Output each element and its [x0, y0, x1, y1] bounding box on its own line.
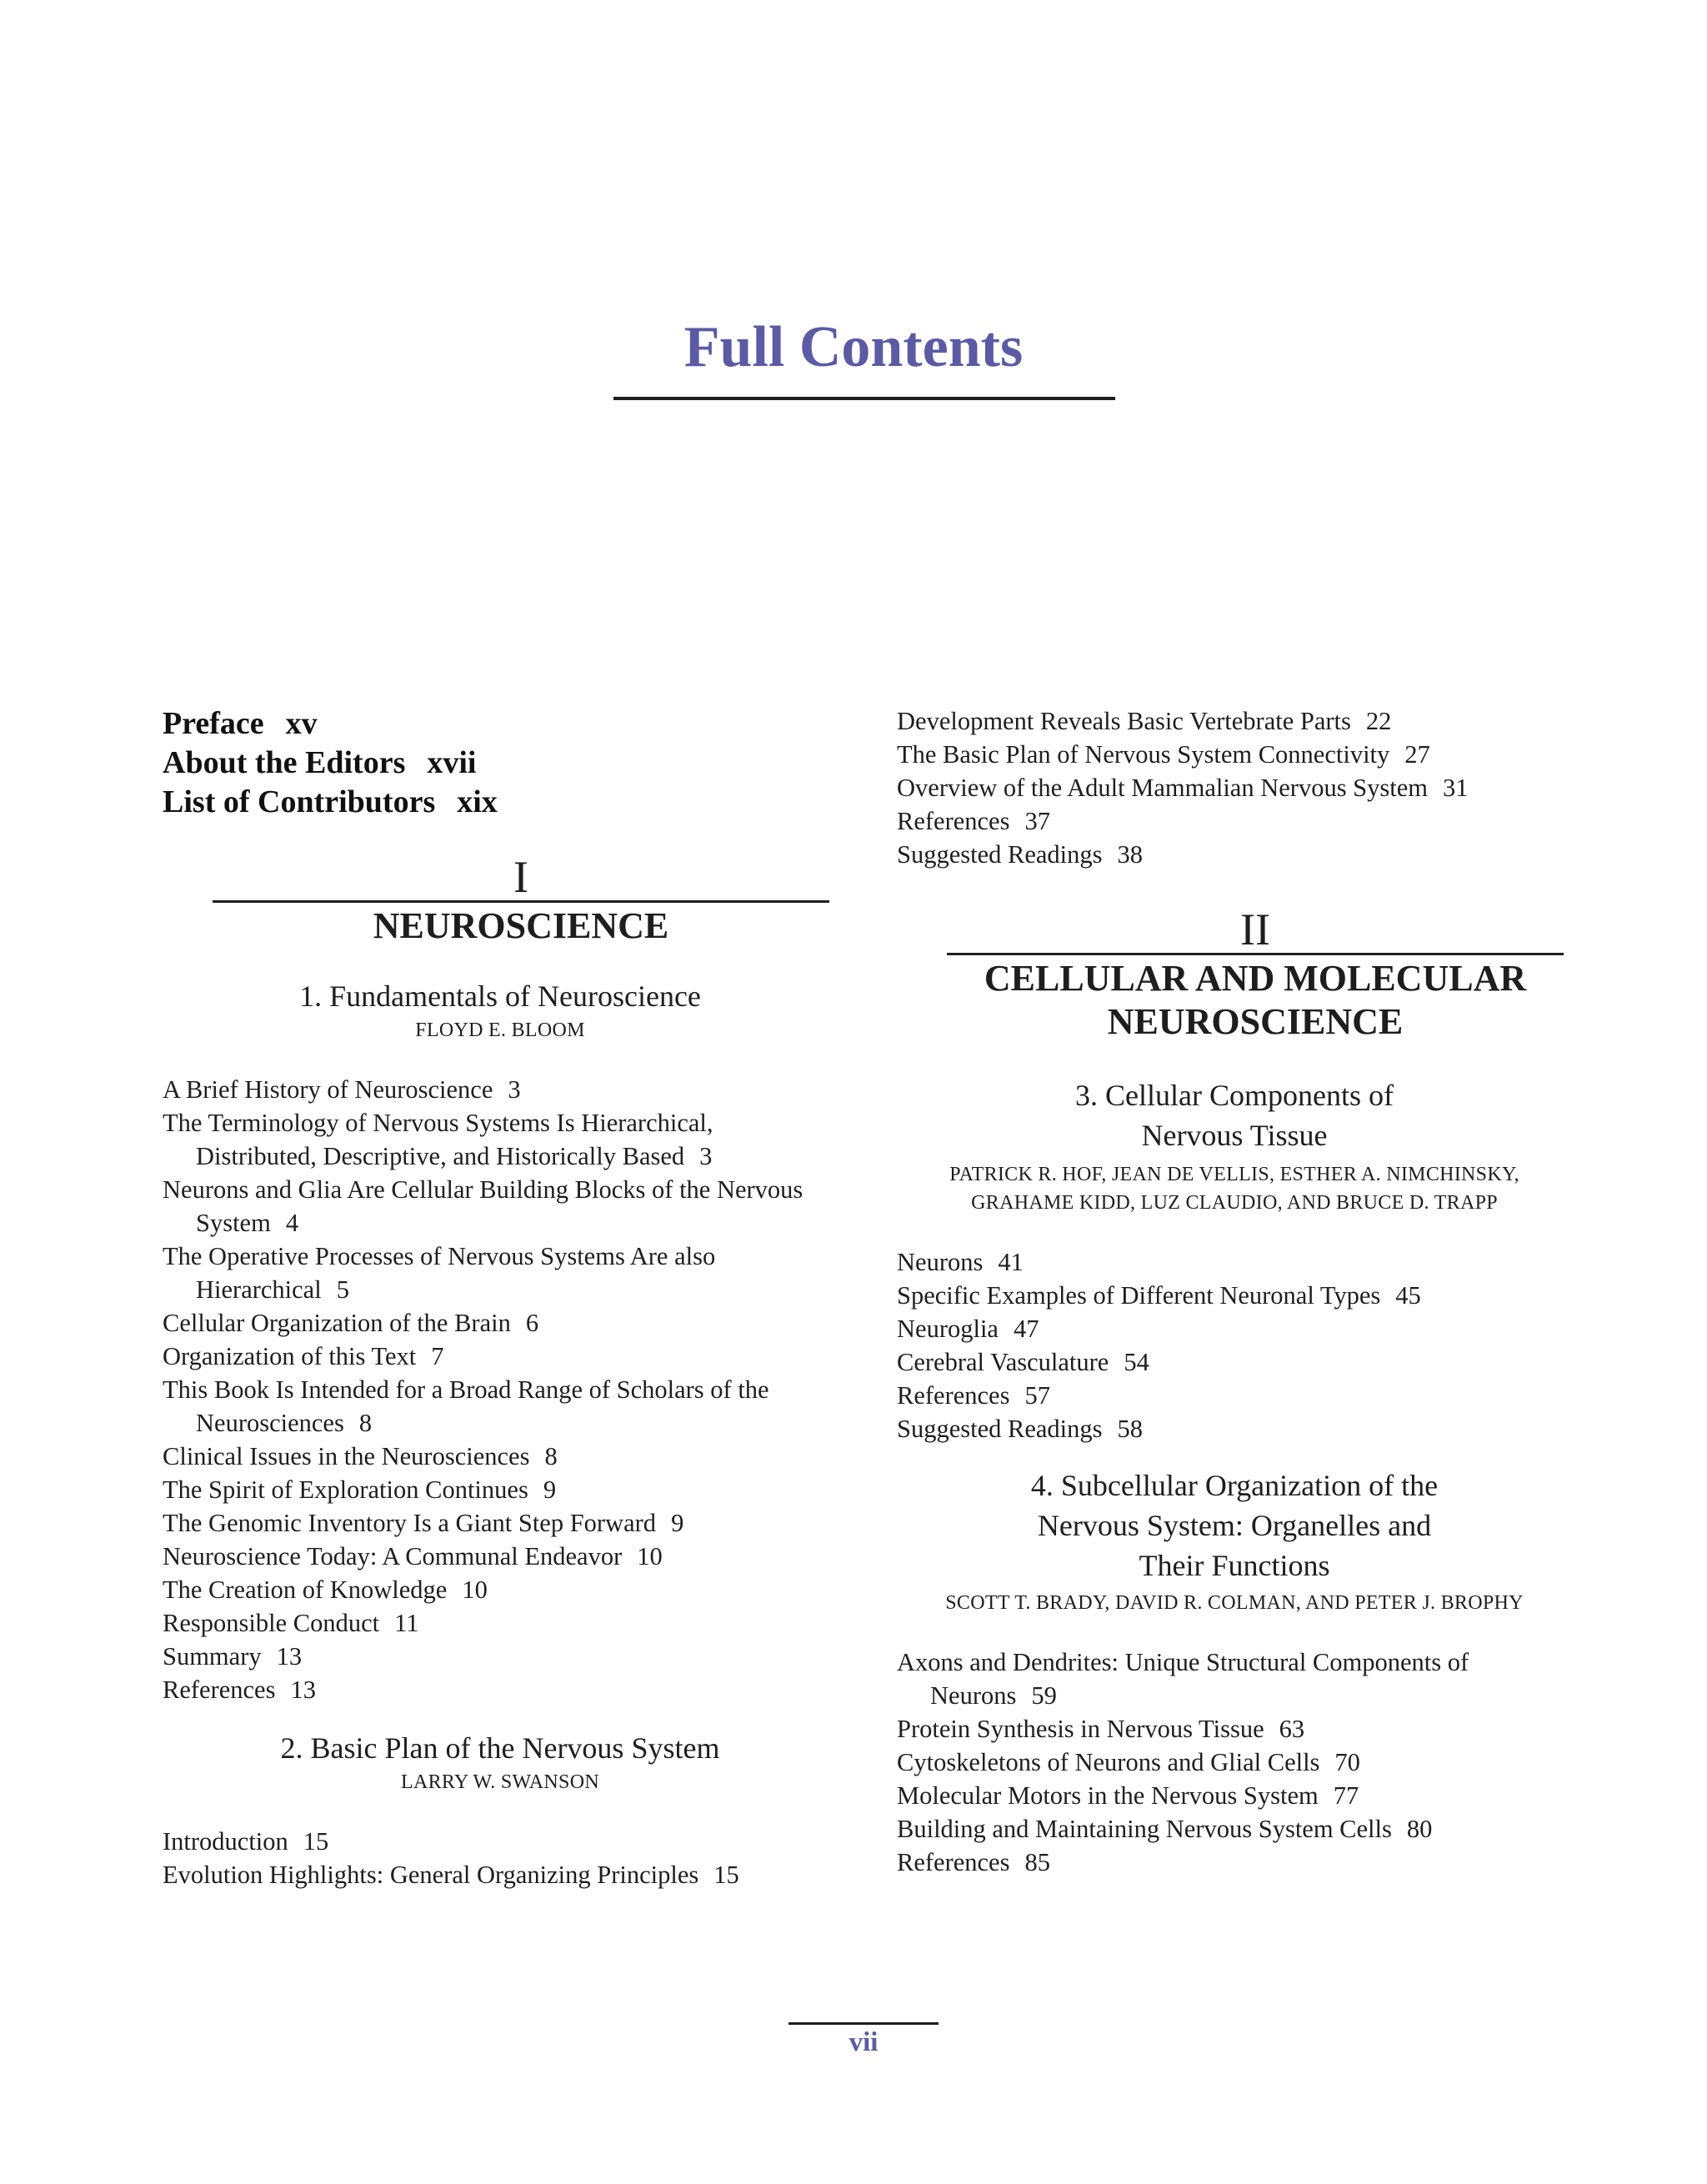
chapter-2-entries-left	[163, 1825, 838, 1891]
toc-entry[interactable]: Building and Maintaining Nervous System Cells 80	[897, 1815, 1433, 1843]
toc-entry[interactable]: A Brief History of Neuroscience 3	[163, 1075, 521, 1104]
toc-entry[interactable]: Axons and Dendrites: Unique Structural Components of Neurons 59	[897, 1648, 1469, 1710]
toc-entry[interactable]: Clinical Issues in the Neurosciences 8	[163, 1442, 558, 1470]
toc-entry[interactable]: The Terminology of Nervous Systems Is Hierarchical, Distributed, Descriptive, and Historically Based 3	[163, 1109, 713, 1170]
footer-rule	[788, 2022, 939, 2025]
chapter-title-3[interactable]: 3. Cellular Components of Nervous Tissue	[1075, 1079, 1394, 1152]
chapter-title-2[interactable]: 2. Basic Plan of the Nervous System	[280, 1731, 720, 1765]
toc-entry[interactable]: This Book Is Intended for a Broad Range of Scholars of the Neurosciences 8	[163, 1375, 769, 1437]
toc-entry[interactable]: Development Reveals Basic Vertebrate Parts 22	[897, 707, 1392, 735]
part-title-line-1: CELLULAR AND MOLECULAR	[984, 958, 1527, 999]
title-underline	[613, 397, 1115, 400]
page-title: Full Contents	[683, 315, 1024, 379]
toc-entry[interactable]: The Creation of Knowledge 10	[163, 1575, 488, 1604]
chapter-authors-4: SCOTT T. BRADY, DAVID R. COLMAN, AND PETER J. BROPHY	[945, 1592, 1524, 1614]
chapter-title-4[interactable]: 4. Subcellular Organization of the Nervous System: Organelles and Their Functions	[1030, 1469, 1439, 1582]
toc-entry[interactable]: Cellular Organization of the Brain 6	[163, 1309, 539, 1337]
toc-entry[interactable]: The Operative Processes of Nervous Systems Are also Hierarchical 5	[163, 1242, 716, 1304]
chapter-3-entries	[897, 1245, 1572, 1445]
toc-entry[interactable]: Molecular Motors in the Nervous System 77	[897, 1781, 1359, 1810]
part-title-line-2: NEUROSCIENCE	[1107, 1001, 1404, 1042]
chapter-authors-1: FLOYD E. BLOOM	[415, 1019, 585, 1041]
toc-entry[interactable]: Neurons 41	[897, 1248, 1024, 1276]
toc-entry[interactable]: Responsible Conduct 11	[163, 1609, 419, 1637]
toc-entry[interactable]: The Genomic Inventory Is a Giant Step Forward 9	[163, 1509, 684, 1537]
toc-entry[interactable]: References 13	[163, 1676, 316, 1704]
toc-entry[interactable]: References 57	[897, 1381, 1050, 1410]
front-matter-item-contributors[interactable]: List of Contributors xix	[163, 784, 498, 819]
toc-entry[interactable]: Specific Examples of Different Neuronal Types 45	[897, 1281, 1421, 1310]
right-column	[897, 704, 1572, 1879]
chapter-4-entries	[897, 1646, 1572, 1879]
left-column	[163, 704, 838, 1891]
part-heading-2	[947, 906, 1564, 1044]
toc-entry[interactable]: Suggested Readings 58	[897, 1415, 1144, 1443]
toc-entry[interactable]: The Spirit of Exploration Continues 9	[163, 1475, 557, 1504]
toc-entry[interactable]: The Basic Plan of Nervous System Connectivity 27	[897, 740, 1430, 769]
toc-entry[interactable]: Neurons and Glia Are Cellular Building Blocks of the Nervous System 4	[163, 1175, 803, 1237]
toc-entry[interactable]: Neuroglia 47	[897, 1315, 1039, 1343]
front-matter-list	[163, 704, 838, 822]
chapter-1-entries	[163, 1073, 838, 1706]
toc-entry[interactable]: Cytoskeletons of Neurons and Glial Cells 70	[897, 1748, 1360, 1776]
toc-entry[interactable]: Summary 13	[163, 1642, 303, 1671]
toc-entry[interactable]: References 37	[897, 807, 1050, 835]
toc-entry[interactable]: Overview of the Adult Mammalian Nervous System 31	[897, 774, 1469, 802]
part-heading-1	[213, 854, 829, 948]
chapter-authors-3: PATRICK R. HOF, JEAN DE VELLIS, ESTHER A. NIMCHINSKY, GRAHAME KIDD, LUZ CLAUDIO, AND BRUCE D. TRAPP	[949, 1164, 1519, 1214]
toc-entry[interactable]: Evolution Highlights: General Organizing Principles 15	[163, 1861, 739, 1889]
toc-entry[interactable]: Organization of this Text 7	[163, 1342, 444, 1370]
chapter-title-1[interactable]: 1. Fundamentals of Neuroscience	[299, 979, 701, 1013]
chapter-2-entries-right	[897, 704, 1572, 871]
toc-entry[interactable]: Introduction 15	[163, 1827, 329, 1856]
part-numeral: II	[1240, 904, 1270, 954]
front-matter-item-about-editors[interactable]: About the Editors xvii	[163, 745, 477, 780]
toc-entry[interactable]: Cerebral Vasculature 54	[897, 1348, 1149, 1376]
page-number: vii	[848, 2027, 879, 2057]
chapter-authors-2: LARRY W. SWANSON	[401, 1771, 599, 1793]
part-numeral: I	[513, 852, 528, 902]
toc-entry[interactable]: Neuroscience Today: A Communal Endeavor 10	[163, 1542, 663, 1570]
toc-entry[interactable]: Suggested Readings 38	[897, 840, 1144, 869]
front-matter-item-preface[interactable]: Preface xv	[163, 706, 318, 741]
toc-entry[interactable]: References 85	[897, 1848, 1050, 1876]
toc-entry[interactable]: Protein Synthesis in Nervous Tissue 63	[897, 1715, 1305, 1743]
part-title: NEUROSCIENCE	[373, 905, 669, 946]
